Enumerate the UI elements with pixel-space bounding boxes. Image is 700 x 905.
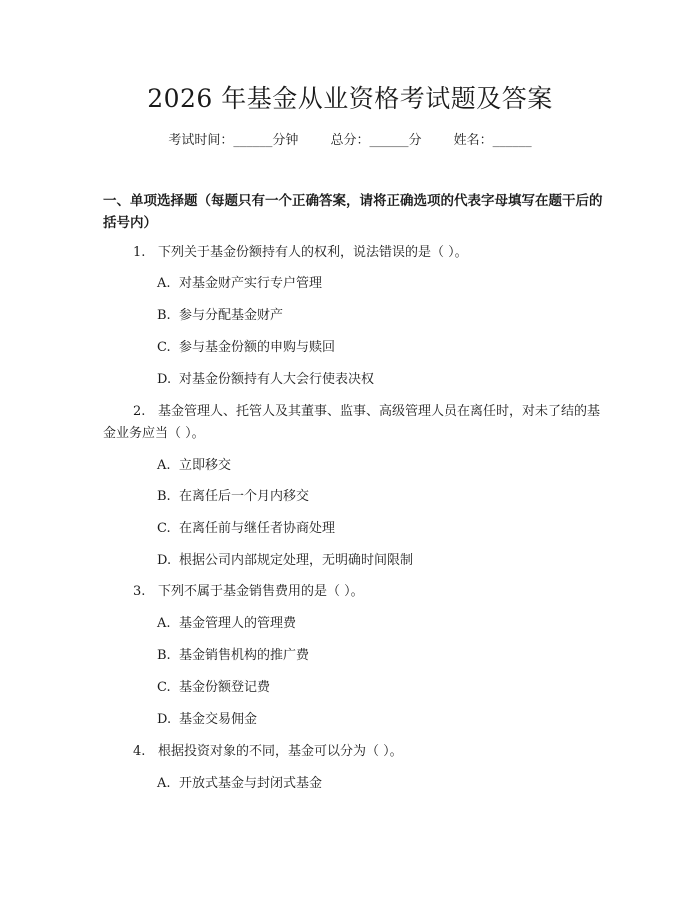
option-text: 基金交易佣金 <box>179 712 258 727</box>
q1-option-b <box>157 305 597 327</box>
question-text: 下列关于基金份额持有人的权利，说法错误的是（ ）。 <box>158 245 468 260</box>
option-letter: C. <box>157 340 171 355</box>
option-letter: A. <box>157 616 171 631</box>
question-number: 1. <box>133 245 146 260</box>
option-letter: D. <box>157 372 172 387</box>
question-number: 3. <box>133 584 146 599</box>
total-score-field <box>330 131 421 151</box>
question-text: 根据投资对象的不同，基金可以分为（ ）。 <box>158 744 403 759</box>
question-text: 基金管理人、托管人及其董事、监事、高级管理人员在离任时，对未了结的基金业务应当（ ）。 <box>103 404 601 441</box>
question-number: 4. <box>133 744 146 759</box>
q2-option-a <box>157 455 597 477</box>
q1-option-d <box>157 369 597 391</box>
option-letter: D. <box>157 553 172 568</box>
q1-option-c <box>157 337 597 359</box>
option-text: 立即移交 <box>179 458 232 473</box>
option-letter: C. <box>157 680 171 695</box>
q4-option-a <box>157 773 597 795</box>
option-letter: D. <box>157 712 172 727</box>
option-letter: A. <box>157 458 171 473</box>
total-score-unit: 分 <box>408 133 422 148</box>
option-text: 在离任后一个月内移交 <box>179 489 310 504</box>
page-title: 2026 年基金从业资格考试题及答案 <box>147 84 553 113</box>
option-letter: C. <box>157 521 171 536</box>
question-3 <box>133 581 603 603</box>
option-text: 参与分配基金财产 <box>179 308 284 323</box>
q2-option-d <box>157 550 597 572</box>
q2-option-b <box>157 486 597 508</box>
option-letter: A. <box>157 776 171 791</box>
exam-time-field <box>168 131 298 151</box>
option-letter: B. <box>157 489 171 504</box>
exam-time-label: 考试时间： <box>168 133 234 148</box>
q1-option-a <box>157 273 597 295</box>
option-letter: B. <box>157 308 171 323</box>
option-text: 参与基金份额的申购与赎回 <box>179 340 336 355</box>
option-text: 对基金财产实行专户管理 <box>179 276 323 291</box>
exam-info-line <box>0 131 700 151</box>
option-text: 根据公司内部规定处理，无明确时间限制 <box>179 553 414 568</box>
q2-option-c <box>157 518 597 540</box>
question-number: 2. <box>133 404 146 419</box>
name-field <box>454 131 532 151</box>
option-text: 基金管理人的管理费 <box>179 616 297 631</box>
q3-option-c <box>157 677 597 699</box>
exam-time-blank: ______ <box>233 133 273 148</box>
question-4 <box>133 741 603 763</box>
total-score-blank: ______ <box>369 133 409 148</box>
question-2 <box>103 401 603 445</box>
name-blank: ______ <box>492 133 532 148</box>
q3-option-b <box>157 645 597 667</box>
question-text: 下列不属于基金销售费用的是（ ）。 <box>158 584 364 599</box>
question-1 <box>133 242 603 264</box>
option-text: 基金销售机构的推广费 <box>179 648 310 663</box>
total-score-label: 总分： <box>330 133 370 148</box>
option-text: 在离任前与继任者协商处理 <box>179 521 336 536</box>
option-text: 对基金份额持有人大会行使表决权 <box>179 372 375 387</box>
exam-time-unit: 分钟 <box>272 133 299 148</box>
q3-option-a <box>157 613 597 635</box>
q3-option-d <box>157 709 597 731</box>
section-heading: 一、单项选择题（每题只有一个正确答案，请将正确选项的代表字母填写在题干后的括号内） <box>103 193 603 231</box>
option-text: 基金份额登记费 <box>179 680 271 695</box>
name-label: 姓名： <box>453 133 493 148</box>
option-letter: A. <box>157 276 171 291</box>
option-letter: B. <box>157 648 171 663</box>
option-text: 开放式基金与封闭式基金 <box>179 776 323 791</box>
